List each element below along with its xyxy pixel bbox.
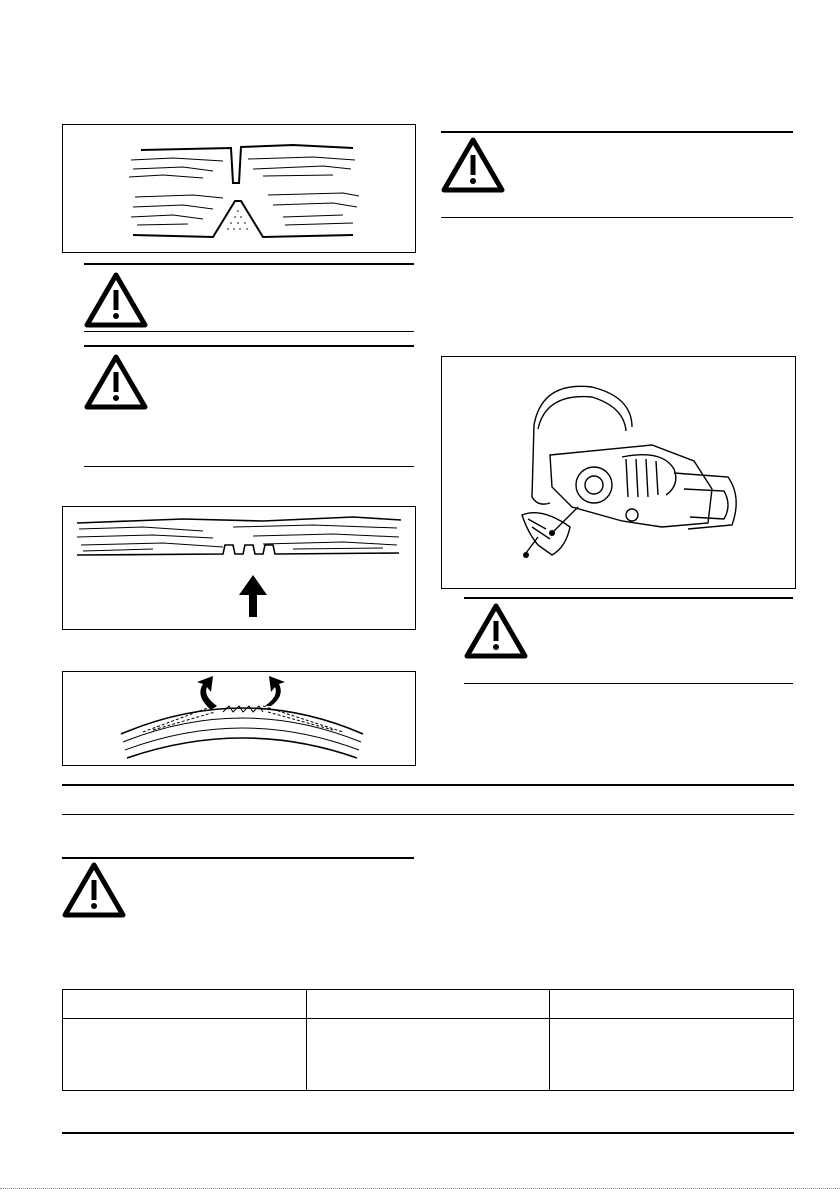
page-edge	[0, 1188, 840, 1189]
warning-triangle-icon	[464, 603, 528, 661]
footer-rule	[62, 1132, 794, 1134]
data-table	[62, 989, 794, 1091]
section-heading-bottom-rule	[62, 814, 794, 815]
warning-triangle-icon	[62, 862, 126, 920]
table-header-cell	[306, 990, 550, 1019]
wood-bar-bend-icon	[63, 672, 415, 765]
warning-top-rule	[441, 131, 793, 133]
section-heading-top-rule	[62, 784, 794, 786]
warning-bottom-rule	[441, 217, 793, 218]
warning-top-rule	[84, 263, 414, 265]
table-cell	[550, 1019, 794, 1091]
table-header-cell	[63, 990, 307, 1019]
table-header-row	[63, 990, 794, 1019]
table-row	[63, 1019, 794, 1091]
figure-bar-bend	[62, 671, 416, 766]
figure-chainsaw	[441, 356, 796, 589]
up-arrow-icon	[239, 575, 267, 617]
chainsaw-icon	[442, 357, 795, 588]
warning-bottom-rule	[84, 466, 414, 467]
warning-top-rule	[62, 857, 414, 859]
table-cell	[63, 1019, 307, 1091]
warning-bottom-rule	[464, 683, 793, 684]
warning-triangle-icon	[84, 272, 148, 330]
warning-triangle-icon	[441, 137, 505, 195]
figure-bar-wear	[62, 124, 416, 253]
table-cell	[306, 1019, 550, 1091]
warning-bottom-rule	[84, 331, 414, 332]
warning-top-rule	[464, 597, 793, 599]
table-header-cell	[550, 990, 794, 1019]
warning-triangle-icon	[84, 354, 148, 412]
figure-bar-groove	[62, 506, 416, 630]
wood-bar-wear-icon	[63, 125, 415, 252]
wood-bar-groove-icon	[63, 507, 415, 629]
warning-top-rule	[84, 345, 414, 347]
